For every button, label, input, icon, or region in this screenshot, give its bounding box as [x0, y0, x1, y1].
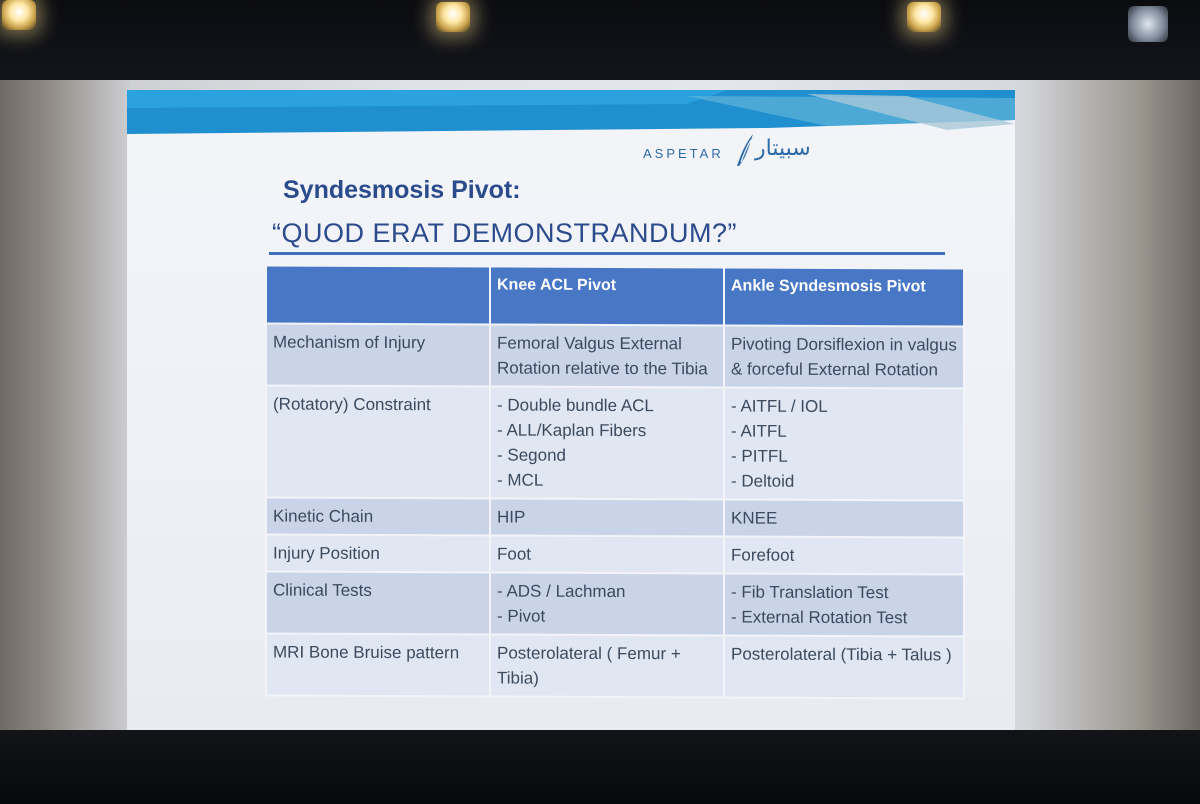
slide-subtitle: “QUOD ERAT DEMONSTRANDUM?” [272, 218, 738, 248]
row-label: Injury Position [266, 534, 490, 572]
logo-latin-text: ASPETAR [643, 146, 724, 161]
cell-text: HIP [497, 507, 526, 527]
ankle-cell [724, 499, 964, 537]
feather-icon [731, 132, 757, 168]
knee-cell [490, 634, 724, 697]
presentation-slide [127, 90, 1015, 730]
table-row [266, 571, 964, 636]
ankle-cell [724, 635, 964, 698]
header-cell-knee: Knee ACL Pivot [490, 266, 724, 325]
cell-text: - AITFL [731, 421, 787, 441]
row-label: Clinical Tests [266, 571, 490, 634]
ankle-cell [724, 536, 964, 574]
cell-text: - Double bundle ACL [497, 395, 654, 416]
ankle-cell [724, 325, 964, 388]
row-label: MRI Bone Bruise pattern [266, 633, 490, 696]
knee-cell [490, 324, 724, 387]
row-label: Kinetic Chain [266, 497, 490, 535]
cell-text: Pivoting Dorsiflexion in valgus & forceful External Rotation [731, 334, 957, 380]
cell-text: - ADS / Lachman [497, 581, 626, 602]
table-row [266, 385, 964, 500]
cell-text: - Fib Translation Test [731, 582, 889, 603]
table-row [266, 323, 964, 388]
cell-text: - Segond [497, 445, 566, 465]
cell-text: Forefoot [731, 545, 795, 565]
cell-text: Foot [497, 544, 532, 564]
slide-banner [127, 90, 1015, 150]
cell-text: Posterolateral (Tibia + Talus ) [731, 644, 952, 665]
header-cell-ankle: Ankle Syndesmosis Pivot [724, 267, 964, 326]
ankle-cell [724, 387, 964, 500]
cell-text: - ALL/Kaplan Fibers [497, 420, 647, 441]
slide-title: Syndesmosis Pivot: [283, 176, 521, 204]
knee-cell [490, 535, 724, 573]
knee-cell [490, 498, 724, 536]
aspetar-logo [643, 130, 843, 170]
table-header-row [266, 265, 964, 326]
stage-light [2, 0, 36, 30]
cell-text: Posterolateral ( Femur + Tibia) [497, 643, 681, 688]
row-label: (Rotatory) Constraint [266, 385, 490, 498]
cell-text: Femoral Valgus External Rotation relative to the Tibia [497, 333, 708, 379]
row-label: Mechanism of Injury [266, 323, 490, 386]
stage-floor [0, 730, 1200, 804]
title-underline [269, 252, 945, 255]
header-cell-empty [266, 265, 490, 324]
cell-text: KNEE [731, 508, 778, 528]
stage-light [1128, 6, 1168, 42]
comparison-table [265, 264, 965, 699]
table-row [266, 633, 964, 698]
cell-text: - Deltoid [731, 471, 795, 491]
stage-light [436, 2, 470, 32]
logo-arabic-text: سبيتار [755, 136, 811, 161]
table-row [266, 534, 964, 574]
ceiling [0, 0, 1200, 90]
cell-text: - Pivot [497, 606, 546, 626]
cell-text: - External Rotation Test [731, 607, 908, 628]
knee-cell [490, 572, 724, 635]
cell-text: - PITFL [731, 446, 788, 466]
stage-light [907, 2, 941, 32]
ankle-cell [724, 573, 964, 636]
cell-text: - AITFL / IOL [731, 396, 828, 416]
cell-text: - MCL [497, 470, 544, 490]
knee-cell [490, 386, 724, 499]
table-row [266, 497, 964, 537]
